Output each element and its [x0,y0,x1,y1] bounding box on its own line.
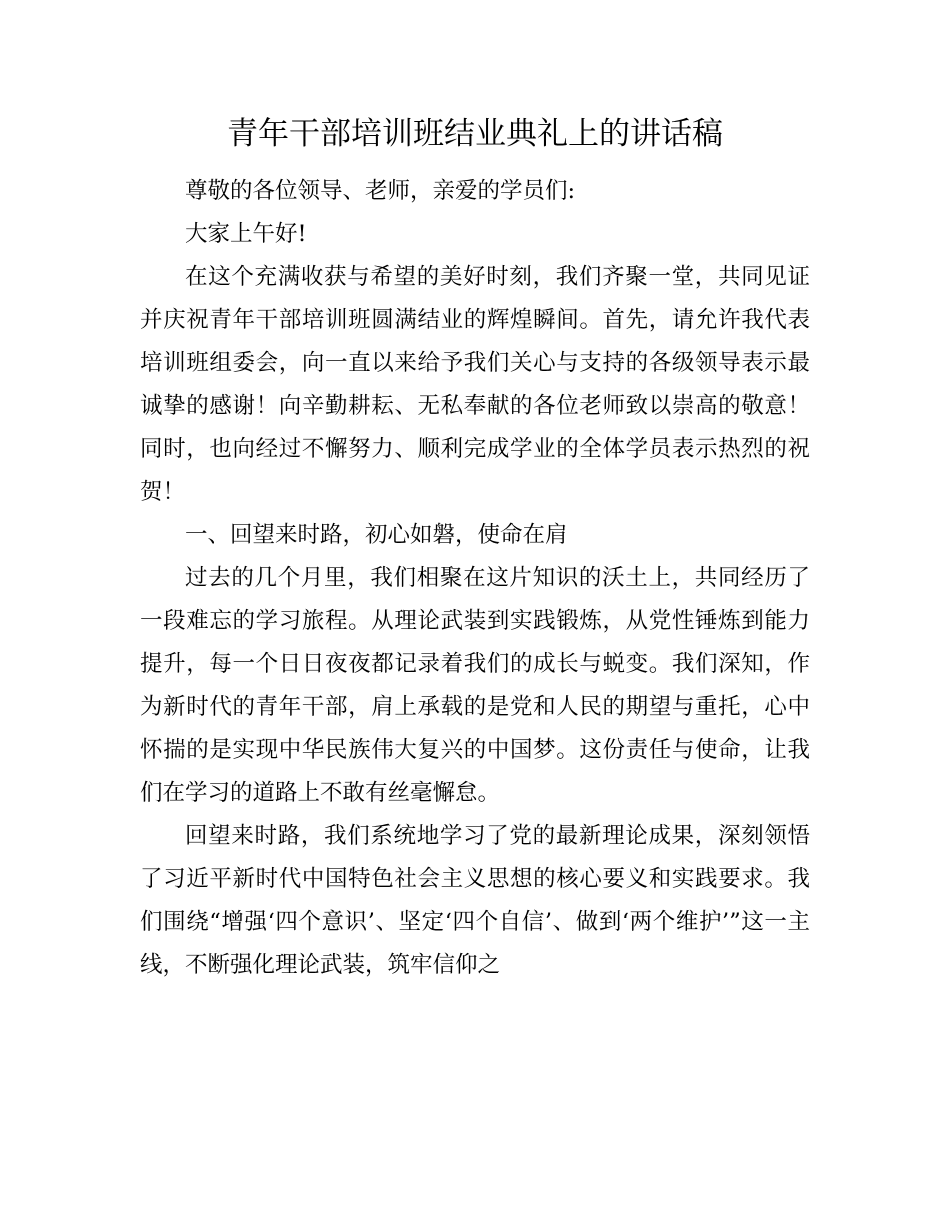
section-heading-1: 一、回望来时路，初心如磐，使命在肩 [185,522,568,548]
greeting-paragraph: 大家上午好! [185,221,307,247]
document-title: 青年干部培训班结业典礼上的讲话稿 [227,116,723,152]
opening-paragraph: 在这个充满收获与希望的美好时刻，我们齐聚一堂，共同见证并庆祝青年干部培训班圆满结业的辉煌瞬间。首先，请允许我代表培训班组委会，向一直以来给予我们关心与支持的各级领导表示最诚挚的感谢！向辛勤耕耘、无私奉献的各位老师致以崇高的敬意！同时，也向经过不懈努力、顺利完成学业的全体学员表示热烈的祝贺！ [140,264,810,505]
salutation-paragraph: 尊敬的各位领导、老师，亲爱的学员们: [185,178,576,204]
body-paragraph: 过去的几个月里，我们相聚在这片知识的沃土上，共同经历了一段难忘的学习旅程。从理论武装到实践锻炼，从党性锤炼到能力提升，每一个日日夜夜都记录着我们的成长与蜕变。我们深知，作为新时代的青年干部，肩上承载的是党和人民的期望与重托，心中怀揣的是实现中华民族伟大复兴的中国梦。这份责任与使命，让我们在学习的道路上不敢有丝毫懈怠。 [140,565,810,806]
body-paragraph: 回望来时路，我们系统地学习了党的最新理论成果，深刻领悟了习近平新时代中国特色社会主义思想的核心要义和实践要求。我们围绕“增强‘四个意识’、坚定‘四个自信’、做到‘两个维护’”这一主线，不断强化理论武装，筑牢信仰之 [140,823,810,978]
document-body [140,170,810,987]
